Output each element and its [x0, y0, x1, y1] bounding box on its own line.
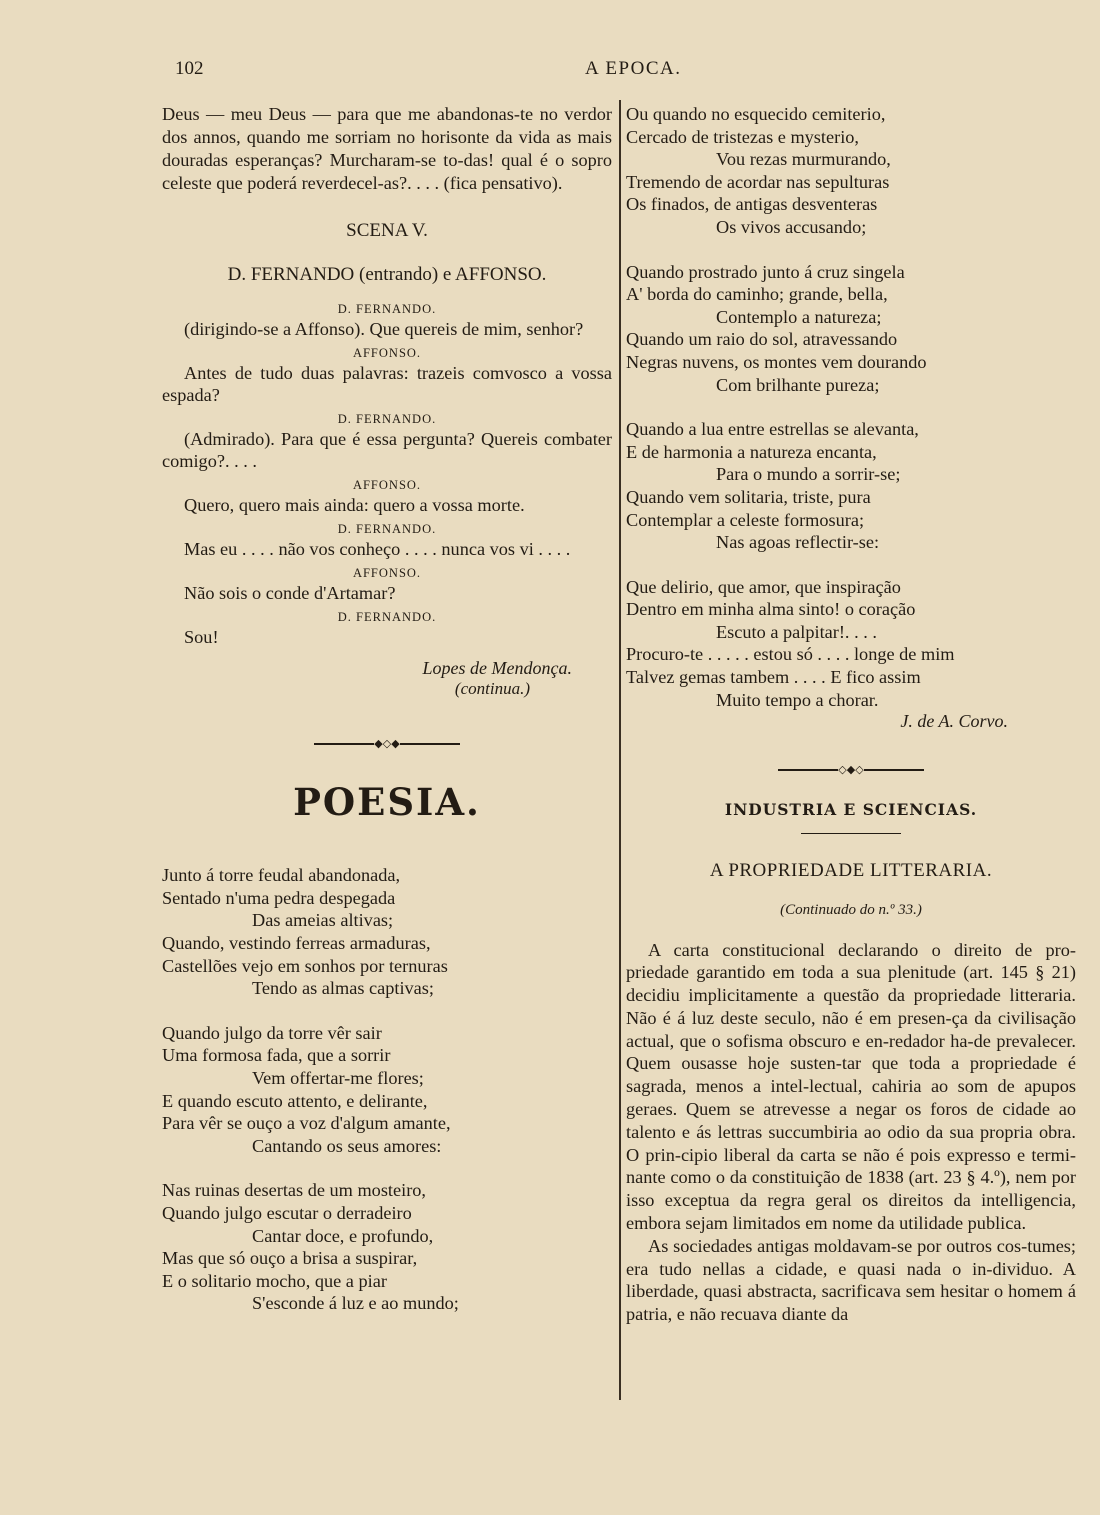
poem-line: Uma formosa fada, que a sorrir [162, 1045, 391, 1066]
poem-line: Escuto a palpitar!. . . . [716, 621, 877, 642]
poem-line: Quando julgo da torre vêr sair [162, 1022, 382, 1043]
poem-line: Junto á torre feudal abandonada, [162, 865, 401, 886]
poem-line: Quando, vestindo ferreas armaduras, [162, 933, 431, 954]
dialogue-speaker: D. FERNANDO. [337, 412, 437, 426]
poem-stanza [626, 576, 1076, 712]
poem-stanza [626, 103, 1076, 239]
poem-line: Tremendo de acordar nas sepulturas [626, 171, 890, 192]
ornamental-divider: ◇◆◇ [626, 762, 1076, 775]
poem-line: Tendo as almas captivas; [252, 978, 434, 999]
section-heading: INDUSTRIA E SCIENCIAS. [724, 799, 978, 819]
poesia-heading: POESIA. [293, 780, 481, 825]
poem-line: Castellões vejo em sonhos por ternuras [162, 955, 448, 976]
poem-line: S'esconde á luz e ao mundo; [252, 1293, 459, 1314]
poem-line: Mas que só ouço a brisa a suspirar, [162, 1248, 418, 1269]
article-paragraph: As sociedades antigas moldavam-se por outros cos-tumes; era tudo nellas a cidade, e quasi nada o in-dividuo. A liberdade, quasi abstracta, sacrificava sem hesitar o homem á patria, e não recuava diante da [626, 1235, 1076, 1325]
poem-line: Dentro em minha alma sinto! o coração [626, 599, 916, 620]
short-rule [801, 833, 901, 834]
poem-stanza [626, 418, 1076, 554]
dialogue-line: (dirigindo-se a Affonso). Que quereis de mim, senhor? [184, 319, 584, 339]
newspaper-title: A EPOCA. [585, 58, 682, 79]
poem-line: Vem offertar-me flores; [252, 1068, 424, 1088]
article-title: A PROPRIEDADE LITTERARIA. [709, 859, 993, 881]
poem-line: Quando julgo escutar o derradeiro [162, 1202, 412, 1223]
ornamental-divider: ◆◇◆ [162, 737, 612, 750]
poem-line: Cantar doce, e profundo, [252, 1225, 434, 1246]
dialogue-line: (Admirado). Para que é essa pergunta? Quereis combater comigo?. . . . [162, 429, 612, 471]
poem-line: Os vivos accusando; [716, 216, 867, 237]
poem-line: Contemplar a celeste formosura; [626, 509, 865, 530]
poem-line: Talvez gemas tambem . . . . E fico assim [626, 667, 921, 688]
poem-line: Que delirio, que amor, que inspiração [626, 576, 901, 597]
poem-line: Quando prostrado junto á cruz singela [626, 261, 905, 282]
poem-line: Para vêr se ouço a voz d'algum amante, [162, 1113, 451, 1134]
poem-line: Contemplo a natureza; [716, 306, 882, 327]
poem-line: Cercado de tristezas e mysterio, [626, 126, 859, 147]
dialogue-speaker: D. FERNANDO. [337, 302, 437, 316]
right-column [626, 103, 1076, 1326]
poem-line: Sentado n'uma pedra despegada [162, 887, 396, 908]
poem-line: E o solitario mocho, que a piar [162, 1270, 387, 1291]
poem-line: A' borda do caminho; grande, bella, [626, 284, 888, 305]
page-number: 102 [175, 58, 204, 79]
poem-line: Cantando os seus amores: [252, 1135, 442, 1156]
column-divider [619, 100, 621, 1400]
dialogue-line: Quero, quero mais ainda: quero a vossa morte. [184, 495, 525, 515]
continua-note: (continua.) [454, 679, 530, 698]
dialogue-speaker: AFFONSO. [352, 566, 422, 580]
poem-line: E quando escuto attento, e delirante, [162, 1090, 428, 1111]
scene-characters: D. FERNANDO (entrando) e AFFONSO. [227, 264, 547, 285]
poem-line: Nas agoas reflectir-se: [716, 532, 880, 553]
dialogue [162, 302, 612, 648]
poem-line: Quando a lua entre estrellas se alevanta, [626, 419, 919, 440]
poem-line: E de harmonia a natureza encanta, [626, 441, 877, 462]
poem-line: Negras nuvens, os montes vem dourando [626, 351, 927, 372]
scene-title: SCENA V. [346, 220, 428, 241]
poem-line: Nas ruinas desertas de um mosteiro, [162, 1180, 426, 1201]
intro-paragraph: Deus — meu Deus — para que me abandonas-te no verdor dos annos, quando me sorriam no horisonte da vida as mais douradas esperanças? Murcharam-se to-das! qual é o sopro celeste que poderá reverdecel-as?. . . . (fica pensativo). [162, 104, 612, 193]
article-paragraph: A carta constitucional declarando o direito de pro-priedade garantido em toda a sua plenitude (art. 145 § 21) decidiu implicitamente a questão da propriedade litteraria. Não é á luz deste seculo, não é em presen-ça da civilisação actual, que o sofisma obscuro e en-redador ha-de prevalecer. Quem ousasse hoje susten-tar que toda a propriedade é sagrada, menos a intel-lectual, cahiria ao som de apupos geraes. Quem se atrevesse a negar os foros de cidade ao talento e ás lettras succumbiria ao odio da sua propria obra. O prin-cipio liberal da carta se não é pois expresso e termi-nante como o da constituição de 1838 (art. 23 § 4.º), nem por isso exceptua da regra geral os direitos da intelligencia, embora sejam limitados em nome da utilidade publica. [626, 939, 1076, 1234]
left-column [162, 103, 612, 1315]
poem-line: Com brilhante pureza; [716, 374, 880, 395]
dialogue-line: Sou! [184, 627, 219, 647]
poem-stanza [626, 261, 1076, 397]
dialogue-line: Antes de tudo duas palavras: trazeis comvosco a vossa espada? [162, 363, 612, 405]
poem-line: Quando vem solitaria, triste, pura [626, 486, 871, 507]
poem-line: Muito tempo a chorar. [716, 689, 879, 710]
dialogue-line: Não sois o conde d'Artamar? [184, 583, 396, 603]
dialogue-speaker: AFFONSO. [352, 478, 422, 492]
poem-line: Os finados, de antigas desventeras [626, 194, 878, 215]
article-body [626, 939, 1076, 1327]
poem-line: Ou quando no esquecido cemiterio, [626, 104, 886, 124]
poem-line: Para o mundo a sorrir-se; [716, 464, 901, 485]
article-note: (Continuado do n.º 33.) [780, 901, 922, 918]
poem-line: Quando um raio do sol, atravessando [626, 329, 898, 350]
poem-signature: J. de A. Corvo. [900, 711, 1008, 732]
dialogue-speaker: AFFONSO. [352, 346, 422, 360]
poem-stanza [162, 1179, 612, 1315]
dialogue-speaker: D. FERNANDO. [337, 522, 437, 536]
dialogue-line: Mas eu . . . . não vos conheço . . . . nunca vos vi . . . . [184, 539, 571, 559]
poem-line: Procuro-te . . . . . estou só . . . . longe de mim [626, 644, 955, 665]
author-signature: Lopes de Mendonça. [422, 658, 572, 678]
poem-stanza [162, 1022, 612, 1158]
poem-line: Vou rezas murmurando, [716, 149, 891, 170]
poem-stanza [162, 864, 612, 1000]
poem-line: Das ameias altivas; [252, 910, 394, 931]
dialogue-speaker: D. FERNANDO. [337, 610, 437, 624]
